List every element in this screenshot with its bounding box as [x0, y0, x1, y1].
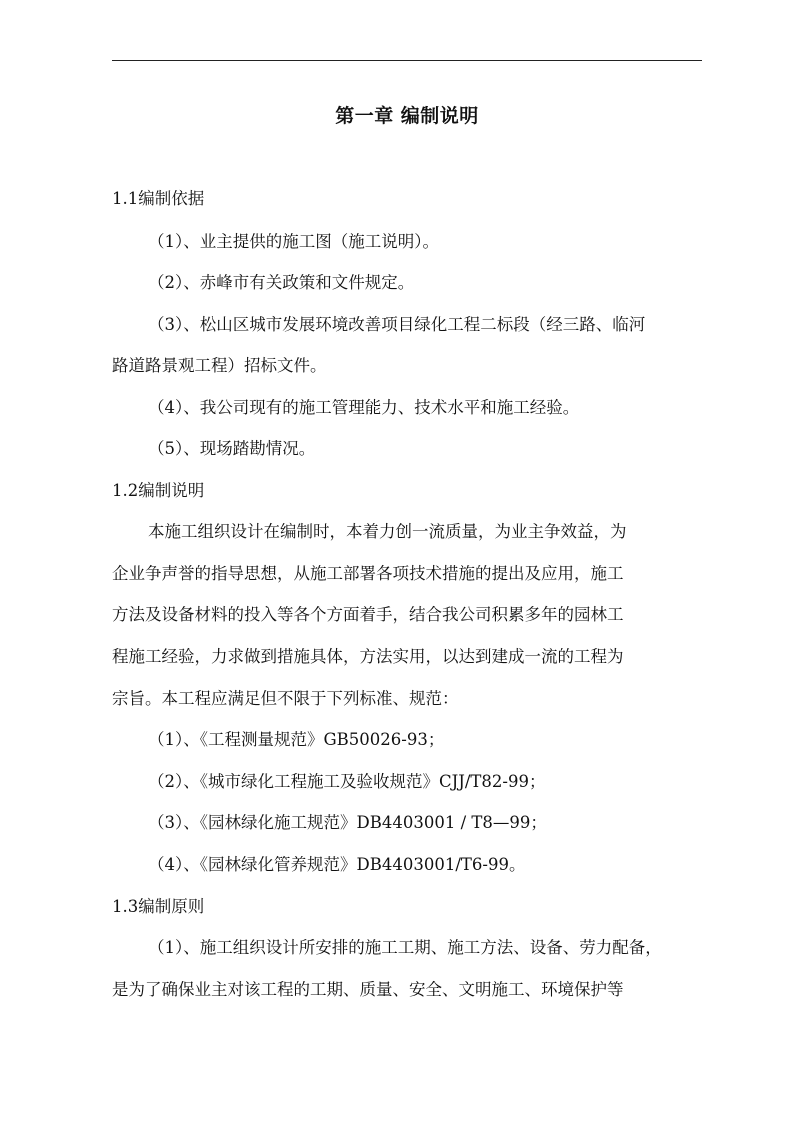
chapter-title: 第一章 编制说明	[335, 105, 479, 127]
explanation-line-1: 本施工组织设计在编制时，本着力创一流质量，为业主争效益，为	[148, 522, 627, 541]
basis-item-3: （3）、松山区城市发展环境改善项目绿化工程二标段（经三路、临河	[148, 315, 646, 334]
standard-item-4: （4）、《园林绿化管养规范》DB4403001/T6-99。	[148, 855, 526, 874]
principle-line-2: 是为了确保业主对该工程的工期、质量、安全、文明施工、环境保护等	[112, 980, 624, 999]
standard-item-1: （1）、《工程测量规范》GB50026-93；	[148, 730, 445, 749]
explanation-line-5: 宗旨。本工程应满足但不限于下列标准、规范：	[112, 689, 459, 708]
explanation-line-3: 方法及设备材料的投入等各个方面着手，结合我公司积累多年的园林工	[112, 605, 624, 624]
basis-item-1: （1）、业主提供的施工图（施工说明）。	[148, 232, 439, 251]
standard-item-2: （2）、《城市绿化工程施工及验收规范》CJJ/T82-99；	[148, 772, 546, 791]
section-heading-1-3: 1.3编制原则	[112, 897, 205, 916]
section-heading-1-2: 1.2编制说明	[112, 481, 205, 500]
basis-item-5: （5）、现场踏勘情况。	[148, 439, 316, 458]
explanation-line-4: 程施工经验，力求做到措施具体，方法实用，以达到建成一流的工程为	[112, 647, 624, 666]
principle-line-1: （1）、施工组织设计所安排的施工工期、施工方法、设备、劳力配备，	[148, 938, 662, 957]
basis-item-3-continued: 路道路景观工程）招标文件。	[112, 356, 327, 375]
basis-item-4: （4）、我公司现有的施工管理能力、技术水平和施工经验。	[148, 398, 580, 417]
section-heading-1-1: 1.1编制依据	[112, 189, 205, 208]
basis-item-2: （2）、赤峰市有关政策和文件规定。	[148, 273, 415, 292]
header-rule	[112, 60, 702, 61]
explanation-line-2: 企业争声誉的指导思想，从施工部署各项技术措施的提出及应用，施工	[112, 564, 624, 583]
standard-item-3: （3）、《园林绿化施工规范》DB4403001 / T8—99；	[148, 813, 547, 832]
